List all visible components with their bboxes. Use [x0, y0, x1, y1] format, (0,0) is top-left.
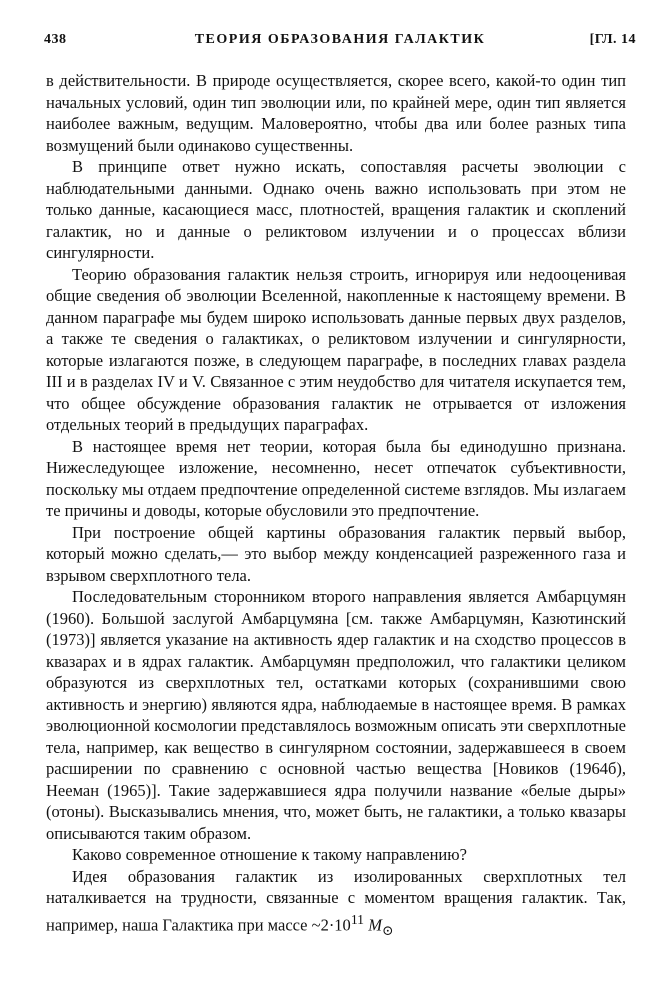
body-text: [46, 70, 626, 941]
paragraph: В принципе ответ нужно искать, сопоставляя расчеты эволюции с наблюдательными данными. Однако очень важно использовать при этом не только данные, касающиеся масс, плотностей, вращения галактик и скоплений галактик, но и данные о реликтовом излучении и о процессах вблизи сингулярности.: [46, 157, 626, 262]
mass-exponent: 11: [350, 911, 365, 927]
paragraph: В настоящее время нет теории, которая была бы единодушно признана. Нижеследующее изложение, несомненно, несет отпечаток субъективности, поскольку мы отдаем предпочтение определенной системе взглядов. Мы излагаем те причины и доводы, которые обусловили это предпочтение.: [46, 436, 626, 520]
page-number: 438: [44, 32, 67, 47]
paragraph: При построение общей картины образования галактик первый выбор, который можно сделать,— это выбор между конденсацией разреженного газа и взрывом сверхплотного тела.: [46, 522, 626, 585]
paragraph-text: Идея образования галактик из изолированных сверхплотных тел наталкивается на трудности, связанные с моментом вращения галактик. Так, например, наша Галактика при массе: [46, 866, 626, 934]
mass-symbol: M: [368, 915, 382, 934]
sun-symbol: ⊙: [381, 922, 394, 938]
running-header: [44, 32, 636, 54]
chapter-marker: [ГЛ. 14: [589, 32, 636, 47]
paragraph: в действительности. В природе осуществляется, скорее всего, какой-то один тип начальных условий, один тип эволюции или, по крайней мере, один тип является наиболее важным, ведущим. Маловероятно, чтобы два или более разных типа возмущений были одинаково существенны.: [46, 71, 626, 155]
paragraph-last: [46, 866, 626, 941]
approx-sign: ~: [311, 915, 321, 934]
paragraph: Последовательным сторонником второго направления является Амбарцумян (1960). Большой заслугой Амбарцумяна [см. также Амбарцумян, Казютинский (1973)] является указание на активность ядер галактик и на сходство процессов в квазарах и в ядрах галактик. Амбарцумян предположил, что галактики целиком образуются из сверхплотных тел, остатками которых (сохранившими свою активность и энергию) являются ядра, наблюдаемые в настоящее время. В рамках эволюционной космологии представлялось возможным описать эти сверхплотные тела, например, как вещество в сингулярном состоянии, задержавшееся в своем расширении по сравнению с основной частью вещества [Новиков (1964б), Нееман (1965)]. Такие задержавшиеся ядра получили название «белые дыры» (отоны). Высказывались мнения, что, может быть, не галактики, а только квазары описываются таким образом.: [46, 587, 626, 843]
running-title: ТЕОРИЯ ОБРАЗОВАНИЯ ГАЛАКТИК: [194, 32, 486, 47]
mass-mantissa: 2·10: [320, 915, 351, 934]
paragraph: Каково современное отношение к такому направлению?: [72, 845, 467, 864]
paragraph: Теорию образования галактик нельзя строить, игнорируя или недооценивая общие сведения об эволюции Вселенной, накопленные к настоящему времени. В данном параграфе мы будем широко использовать данные первых двух разделов, а также те сведения о галактиках, о реликтовом излучении и сингулярности, которые излагаются позже, в следующем параграфе, в последних главах раздела III и в разделах IV и V. Связанное с этим неудобство для читателя искупается тем, что общее обсуждение образования галактик не отрывается от изложения отдельных теорий в предыдущих параграфах.: [46, 264, 626, 434]
